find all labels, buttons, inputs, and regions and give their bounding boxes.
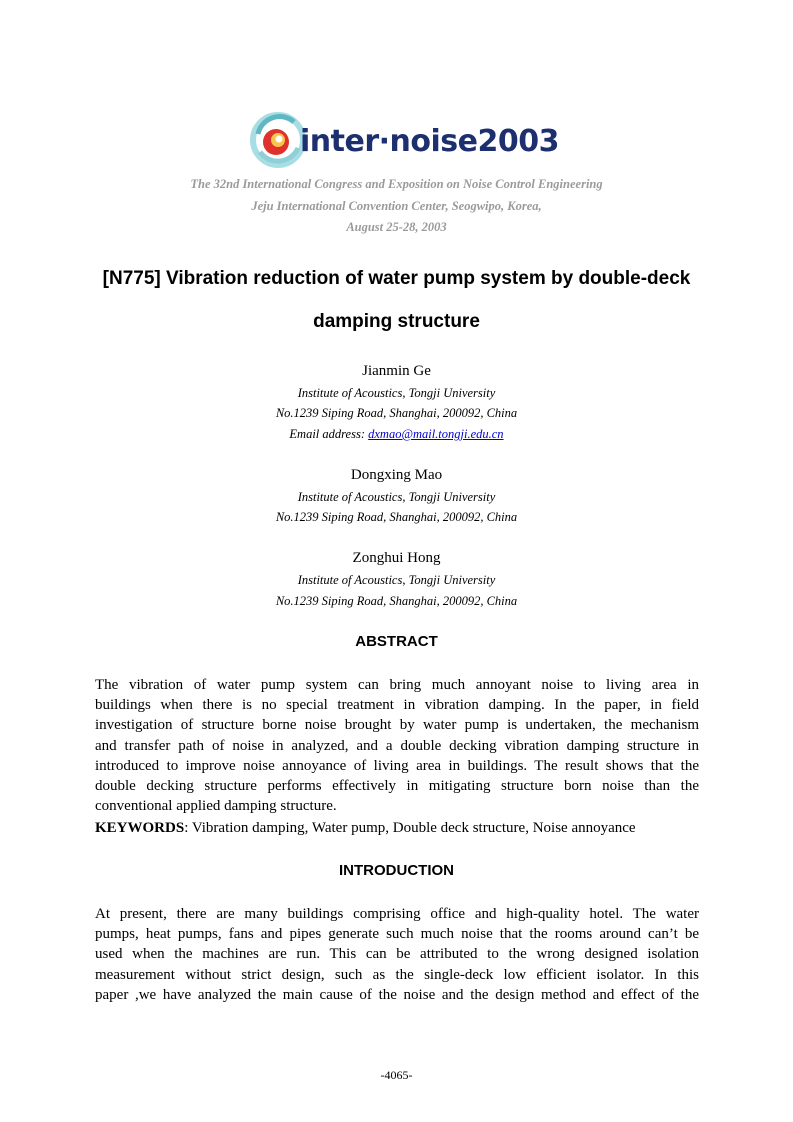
abstract-line: The vibration of water pump system can bring much annoyant noise to living area in (95, 677, 699, 693)
introduction-body (95, 904, 699, 1005)
introduction-line: paper ,we have analyzed the main cause of the noise and the design method and effect of the (95, 986, 699, 1003)
author-address: No.1239 Siping Road, Shanghai, 200092, China (275, 594, 518, 608)
conference-name: The 32nd International Congress and Exposition on Noise Control Engineering (190, 177, 603, 191)
logo-wordmark: inter·noise2003 (300, 124, 559, 159)
abstract-line: buildings when there is no special treatment in vibration damping. In the paper, in field (95, 697, 699, 714)
paper-title-line-2: damping structure (313, 311, 480, 332)
abstract-line: and transfer path of noise in analyzed, and a double decking vibration damping structure in (95, 737, 699, 754)
conference-logo (250, 112, 559, 172)
abstract-heading: ABSTRACT (355, 633, 438, 650)
introduction-line: used when the machines are run. This can be attributed to the wrong designed isolation (95, 946, 699, 963)
conference-venue: Jeju International Convention Center, Seogwipo, Korea, (251, 199, 542, 213)
abstract-body (95, 675, 699, 816)
author-institute: Institute of Acoustics, Tongji University (297, 490, 496, 504)
author-address: No.1239 Siping Road, Shanghai, 200092, China (275, 406, 518, 420)
author-address: No.1239 Siping Road, Shanghai, 200092, China (275, 510, 518, 524)
author-email-line (0, 427, 793, 442)
email-label: Email address: (289, 427, 369, 441)
abstract-line: introduced to improve noise annoyance of living area in buildings. The result shows that the (95, 757, 699, 774)
introduction-line: At present, there are many buildings comprising office and high-quality hotel. The water (95, 906, 699, 922)
abstract-line: double decking structure performs effectively in mitigating structure born noise than the (95, 778, 699, 795)
author-name: Zonghui Hong (352, 550, 441, 566)
page-number: -4065- (380, 1068, 413, 1082)
paper-title-line-1: [N775] Vibration reduction of water pump system by double-deck (102, 268, 691, 289)
introduction-line: measurement without strict design, such as the single-deck low efficient isolator. In this (95, 966, 699, 983)
introduction-line: pumps, heat pumps, fans and pipes generate such much noise that the rooms around can’t be (95, 926, 699, 943)
keywords-line (95, 820, 636, 837)
keywords-text: : Vibration damping, Water pump, Double deck structure, Noise annoyance (184, 820, 636, 836)
author-name: Dongxing Mao (350, 467, 443, 483)
conference-dates: August 25-28, 2003 (346, 220, 447, 234)
abstract-line: conventional applied damping structure. (95, 798, 337, 815)
email-link[interactable]: dxmao@mail.tongji.edu.cn (368, 427, 504, 441)
author-institute: Institute of Acoustics, Tongji University (297, 573, 496, 587)
introduction-heading: INTRODUCTION (339, 862, 454, 879)
author-institute: Institute of Acoustics, Tongji University (297, 386, 496, 400)
author-name: Jianmin Ge (362, 363, 431, 379)
abstract-line: investigation of structure borne noise brought by water pump is undertaken, the mechanism (95, 717, 699, 734)
inter-noise-logo-icon (250, 112, 306, 168)
keywords-label: KEYWORDS (95, 820, 185, 836)
